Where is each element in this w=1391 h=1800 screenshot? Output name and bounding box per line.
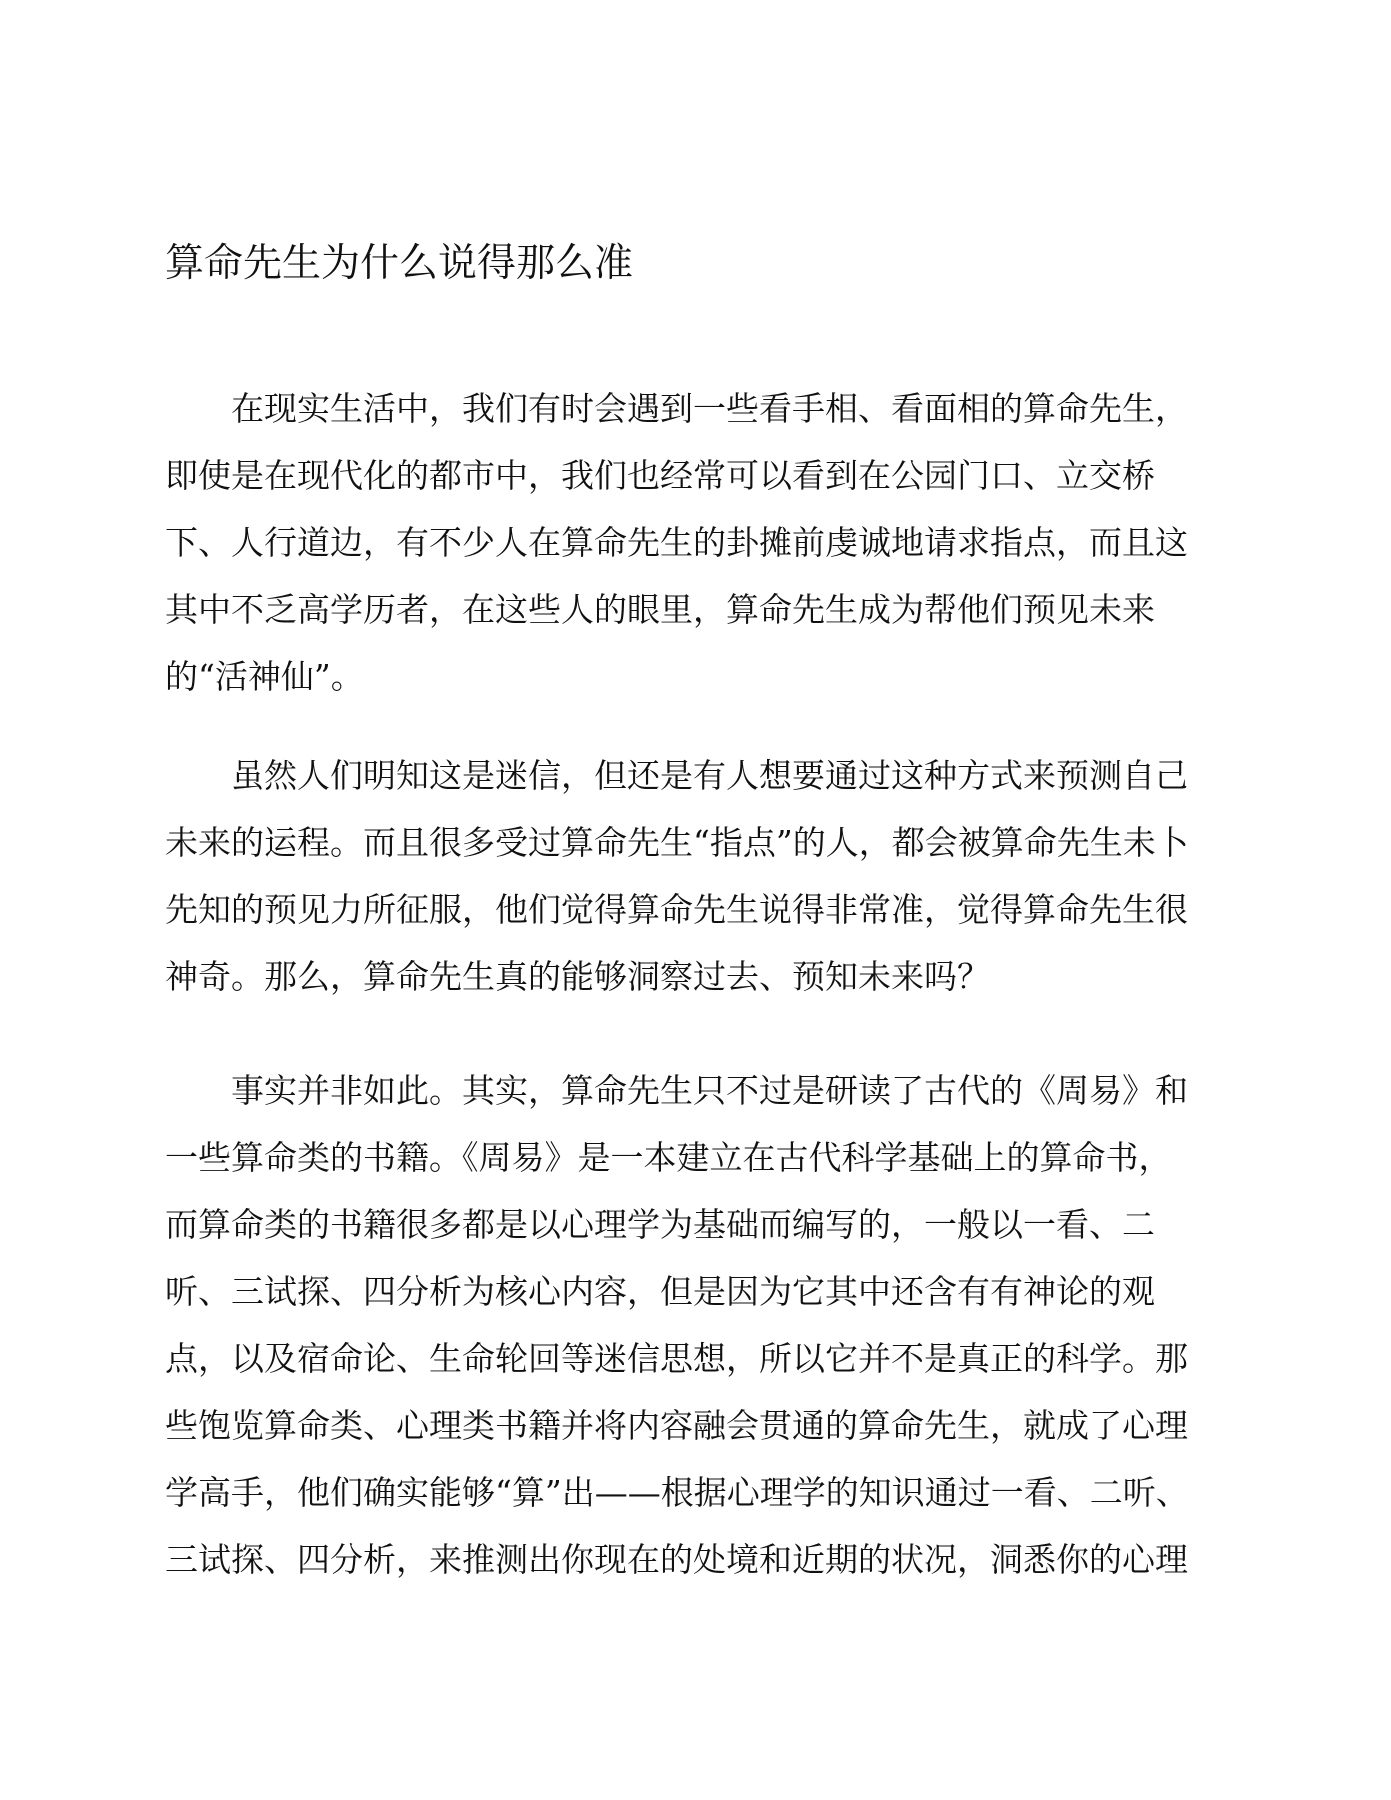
paragraph-line: 点，以及宿命论、生命轮回等迷信思想，所以它并不是真正的科学。那 [165,1339,1188,1378]
paragraph-line: 的“活神仙”。 [165,657,364,696]
paragraph-line: 些饱览算命类、心理类书籍并将内容融会贯通的算命先生，就成了心理 [165,1406,1188,1445]
paragraph-line: 下、人行道边，有不少人在算命先生的卦摊前虔诚地请求指点，而且这 [165,523,1188,562]
paragraph-line: 而算命类的书籍很多都是以心理学为基础而编写的，一般以一看、二 [165,1205,1155,1244]
paragraph-line: 事实并非如此。其实，算命先生只不过是研读了古代的《周易》和 [165,1071,1188,1110]
paragraph-line: 即使是在现代化的都市中，我们也经常可以看到在公园门口、立交桥 [165,456,1155,495]
paragraph-1 [165,375,1230,710]
document-title: 算命先生为什么说得那么准 [165,241,634,286]
paragraph-line: 学高手，他们确实能够“算”出——根据心理学的知识通过一看、二听、 [165,1473,1189,1512]
paragraph-line: 其中不乏高学历者，在这些人的眼里，算命先生成为帮他们预见未来 [165,590,1155,629]
paragraph-2 [165,742,1230,1010]
paragraph-line: 一些算命类的书籍。《周易》是一本建立在古代科学基础上的算命书， [165,1138,1172,1177]
paragraph-line: 先知的预见力所征服，他们觉得算命先生说得非常准，觉得算命先生很 [165,890,1188,929]
paragraph-3 [165,1057,1230,1593]
paragraph-line: 虽然人们明知这是迷信，但还是有人想要通过这种方式来预测自己 [165,756,1188,795]
paragraph-line: 神奇。那么，算命先生真的能够洞察过去、预知未来吗？ [165,957,990,996]
paragraph-line: 未来的运程。而且很多受过算命先生“指点”的人，都会被算命先生未卜 [165,823,1189,862]
paragraph-line: 听、三试探、四分析为核心内容，但是因为它其中还含有有神论的观 [165,1272,1155,1311]
paragraph-line: 在现实生活中，我们有时会遇到一些看手相、看面相的算命先生， [165,389,1188,428]
paragraph-line: 三试探、四分析，来推测出你现在的处境和近期的状况，洞悉你的心理 [165,1540,1188,1579]
